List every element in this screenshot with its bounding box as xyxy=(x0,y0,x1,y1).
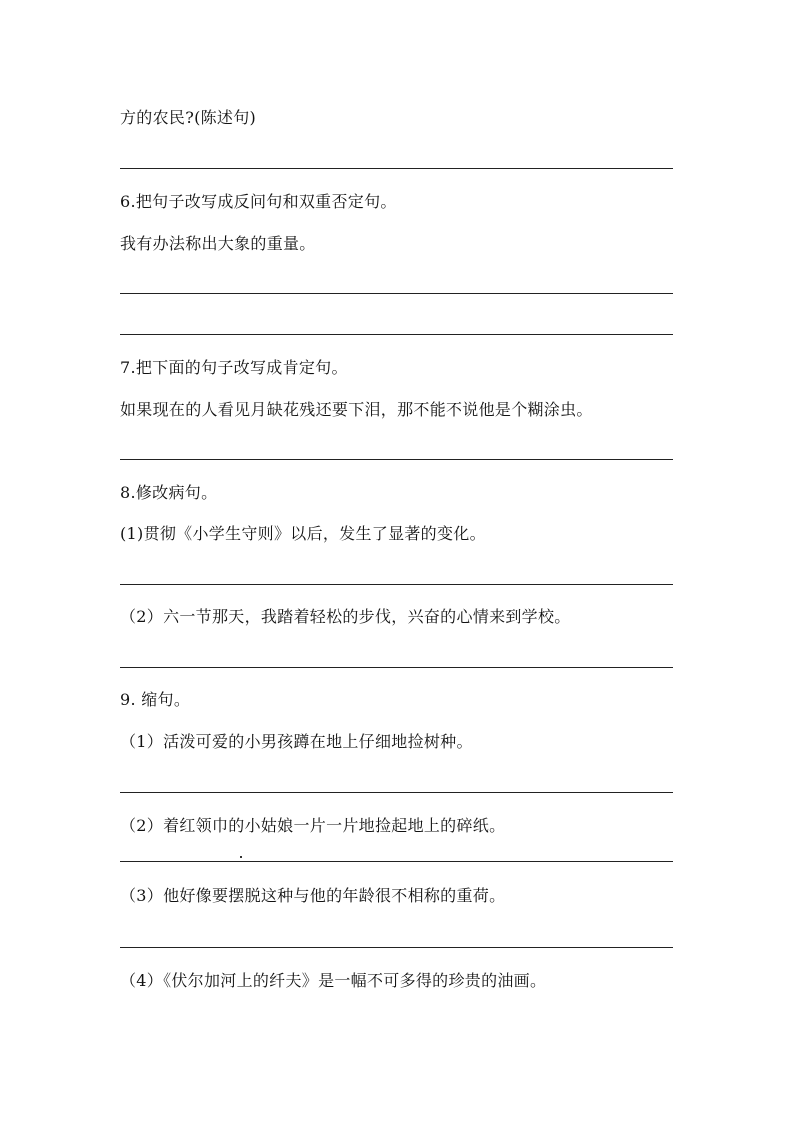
answer-line-q5 xyxy=(120,168,673,169)
answer-line-q6-1 xyxy=(120,293,673,294)
question-5-continuation: 方的农民?(陈述句) xyxy=(120,108,257,127)
question-8-item-1: (1)贯彻《小学生守则》以后，发生了显著的变化。 xyxy=(120,524,486,543)
question-9-item-2: （2）着红领巾的小姑娘一片一片地捡起地上的碎纸。 xyxy=(120,816,506,835)
answer-line-q6-2 xyxy=(120,334,673,335)
question-6-sentence: 我有办法称出大象的重量。 xyxy=(120,234,316,253)
question-7-title: 7.把下面的句子改写成肯定句。 xyxy=(120,358,348,377)
question-9-item-3: （3）他好像要摆脱这种与他的年龄很不相称的重荷。 xyxy=(120,886,506,905)
answer-line-q9-2 xyxy=(120,861,673,862)
answer-line-q7 xyxy=(120,459,673,460)
question-8-item-2: （2）六一节那天，我踏着轻松的步伐，兴奋的心情来到学校。 xyxy=(120,607,571,626)
question-9-title: 9. 缩句。 xyxy=(120,690,191,709)
answer-line-q9-1 xyxy=(120,792,673,793)
question-7-sentence: 如果现在的人看见月缺花残还要下泪，那不能不说他是个糊涂虫。 xyxy=(120,400,593,419)
answer-line-q8-2 xyxy=(120,667,673,668)
question-8-title: 8.修改病句。 xyxy=(120,483,218,502)
answer-line-q9-3 xyxy=(120,947,673,948)
question-9-item-4: （4）《伏尔加河上的纤夫》是一幅不可多得的珍贵的油画。 xyxy=(120,971,547,990)
stray-dot-mark xyxy=(240,856,242,858)
answer-line-q8-1 xyxy=(120,584,673,585)
question-9-item-1: （1）活泼可爱的小男孩蹲在地上仔细地捡树种。 xyxy=(120,732,473,751)
question-6-title: 6.把句子改写成反问句和双重否定句。 xyxy=(120,192,397,211)
